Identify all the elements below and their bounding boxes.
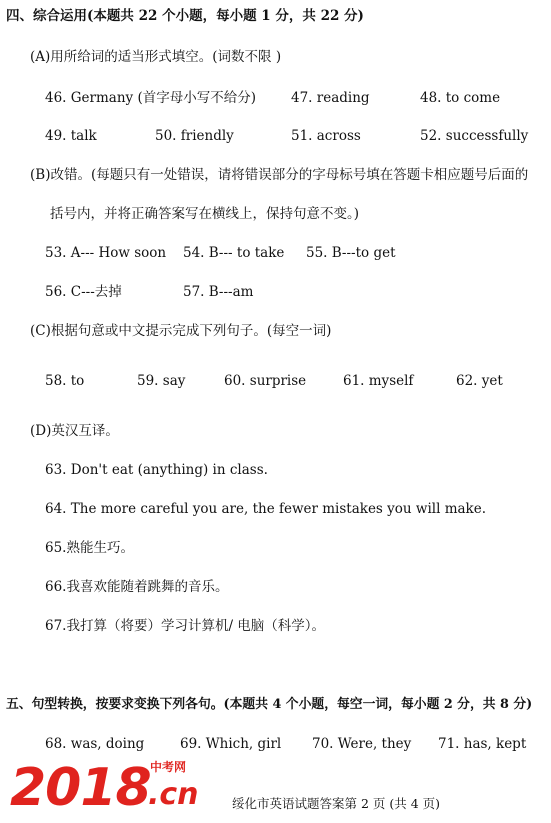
answer-53: 53. A--- How soon (45, 245, 167, 261)
watermark-logo (10, 758, 230, 818)
answer-47: 47. reading (291, 90, 370, 106)
answer-57: 57. B---am (183, 284, 254, 300)
partB-title-cont: 括号内，并将正确答案写在横线上，保持句意不变。) (50, 206, 360, 222)
answer-63: 63. Don't eat (anything) in class. (45, 462, 268, 478)
answer-52: 52. successfully (420, 128, 529, 144)
partD-title: (D)英汉互译。 (30, 423, 119, 439)
answer-62: 62. yet (456, 373, 503, 389)
section4-heading: 四、综合运用(本题共 22 个小题，每小题 1 分，共 22 分) (6, 8, 364, 24)
answer-64: 64. The more careful you are, the fewer mistakes you will make. (45, 501, 487, 517)
section5-heading: 五、句型转换，按要求变换下列各句。(本题共 4 个小题，每空一词，每小题 2 分，共 8 分) (6, 697, 533, 712)
partB-title: (B)改错。(每题只有一处错误，请将错误部分的字母标号填在答题卡相应题号后面的 (30, 167, 529, 183)
answer-56: 56. C---去掉 (45, 284, 122, 300)
page-footer: 绥化市英语试题答案第 2 页 (共 4 页) (232, 796, 441, 811)
answer-50: 50. friendly (155, 128, 234, 144)
answer-49: 49. talk (45, 128, 97, 144)
answer-71: 71. has, kept (438, 736, 527, 752)
answer-67: 67.我打算（将要）学习计算机/ 电脑（科学）。 (45, 618, 326, 634)
answer-48: 48. to come (420, 90, 501, 106)
answer-51: 51. across (291, 128, 361, 144)
answer-55: 55. B---to get (306, 245, 396, 261)
partC-title: (C)根据句意或中文提示完成下列句子。(每空一词) (30, 323, 332, 339)
answer-54: 54. B--- to take (183, 245, 285, 261)
answer-65: 65.熟能生巧。 (45, 540, 134, 556)
watermark-site-name: 中考网 (150, 760, 187, 774)
watermark-year: 2018 (10, 758, 151, 818)
answer-69: 69. Which, girl (180, 736, 282, 752)
answer-58: 58. to (45, 373, 85, 389)
answer-46: 46. Germany (首字母小写不给分) (45, 90, 256, 106)
answer-70: 70. Were, they (312, 736, 412, 752)
answer-68: 68. was, doing (45, 736, 145, 752)
answer-59: 59. say (137, 373, 186, 389)
answer-61: 61. myself (343, 373, 414, 389)
answer-60: 60. surprise (224, 373, 307, 389)
answer-66: 66.我喜欢能随着跳舞的音乐。 (45, 579, 229, 595)
partA-title: (A)用所给词的适当形式填空。(词数不限 ) (30, 49, 282, 65)
watermark-domain: .cn (148, 777, 199, 812)
